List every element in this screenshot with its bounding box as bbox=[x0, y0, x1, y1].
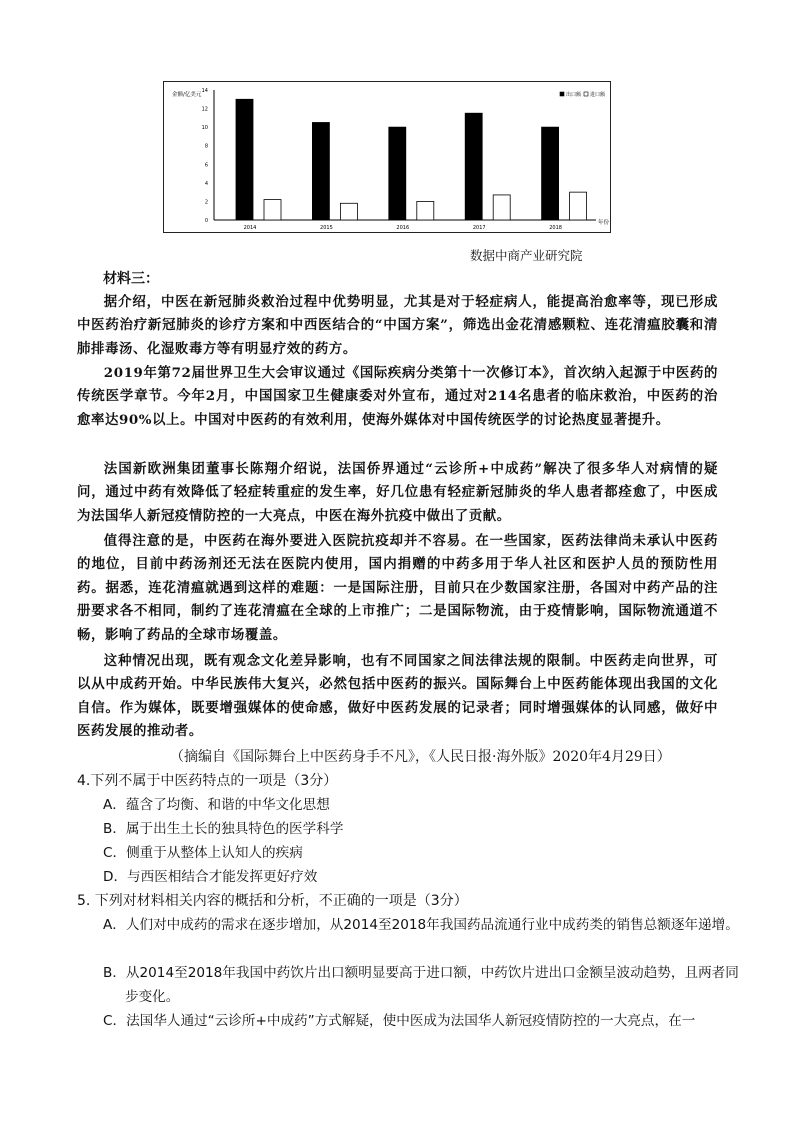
question-4-stem: 4.下列不属于中医药特点的一项是（3分） bbox=[77, 773, 338, 789]
y-tick-label: 6 bbox=[204, 162, 208, 169]
y-tick-label: 2 bbox=[204, 199, 208, 206]
x-tick-label: 2015 bbox=[320, 225, 333, 231]
y-tick-label: 0 bbox=[204, 218, 208, 224]
question-4-option-c: C．侧重于从整体上认知人的疾病 bbox=[103, 845, 303, 861]
legend-import-label: 进口额 bbox=[590, 92, 606, 98]
citation: （摘编自《国际舞台上中医药身手不凡》，《人民日报·海外版》2020年4月29日） bbox=[170, 749, 671, 765]
material-paragraph-1: 据介绍，中医在新冠肺炎救治过程中优势明显，尤其是对于轻症病人，能提高治愈率等，现已形成中医药治疗新冠肺炎的诊疗方案和中西医结合的“中国方案”，筛选出金花清感颗粒、连花清瘟胶囊和清肺排毒汤、化湿败毒方等有明显疗效的药方。 bbox=[77, 294, 718, 357]
question-5-stem: 5. 下列对材料相关内容的概括和分析，不正确的一项是（3分） bbox=[77, 893, 468, 909]
legend-export-swatch bbox=[560, 92, 564, 96]
question-5-option-a: A．人们对中成药的需求在逐步增加，从2014至2018年我国药品流通行业中成药类的销售总额逐年递增。 bbox=[103, 917, 739, 933]
question-4-option-a: A．蕴含了均衡、和谐的中华文化思想 bbox=[103, 797, 330, 813]
export-bar bbox=[389, 127, 406, 220]
question-4-option-d: D．与西医相结合才能发挥更好疗效 bbox=[103, 869, 318, 885]
bar-chart-svg bbox=[164, 82, 610, 232]
y-tick-label: 8 bbox=[204, 143, 208, 150]
export-bar bbox=[312, 123, 329, 221]
y-tick-label: 12 bbox=[201, 106, 208, 113]
import-bar bbox=[264, 200, 281, 220]
material-paragraph-2: 2019年第72届世界卫生大会审议通过《国际疾病分类第十一次修订本》，首次纳入起源于中医药的传统医学章节。今年2月，中国国家卫生健康委对外宣布，通过对214名患者的临床救治，中医药的治愈率达90%以上。中国对中医药的有效利用，使海外媒体对中国传统医学的讨论热度显著提升。 bbox=[77, 365, 718, 428]
export-import-chart bbox=[163, 81, 611, 233]
question-5-option-b: B．从2014至2018年我国中药饮片出口额明显要高于进口额，中药饮片进出口金额呈波动趋势，且两者同步变化。 bbox=[103, 965, 739, 1005]
y-tick-label: 4 bbox=[204, 180, 208, 187]
legend-export-label: 出口额 bbox=[566, 92, 582, 98]
x-tick-label: 2014 bbox=[243, 225, 257, 231]
y-tick-label: 10 bbox=[201, 125, 208, 132]
export-bar bbox=[236, 99, 253, 220]
material-title: 材料三： bbox=[103, 271, 159, 287]
y-tick-label: 14 bbox=[201, 88, 208, 94]
x-tick-label: 2018 bbox=[549, 225, 562, 231]
import-bar bbox=[417, 201, 434, 220]
x-axis-label: 年份 bbox=[598, 220, 610, 226]
material-paragraph-4: 值得注意的是，中医药在海外要进入医院抗疫却并不容易。在一些国家，医药法律尚未承认中医药的地位，目前中药汤剂还无法在医院内使用，国内捐赠的中药多用于华人社区和医护人员的预防性用药。据悉，连花清瘟就遇到这样的难题：一是国际注册，目前只在少数国家注册，各国对中药产品的注册要求各不相同，制约了连花清瘟在全球的上市推广；二是国际物流，由于疫情影响，国际物流通道不畅，影响了药品的全球市场覆盖。 bbox=[77, 533, 718, 643]
material-paragraph-3: 法国新欧洲集团董事长陈翔介绍说，法国侨界通过“云诊所+中成药”解决了很多华人对病情的疑问，通过中药有效降低了轻症转重症的发生率，好几位患有轻症新冠肺炎的华人患者都痊愈了，中医成为法国华人新冠疫情防控的一大亮点，中医在海外抗疫中做出了贡献。 bbox=[77, 461, 718, 524]
chart-source: 数据中商产业研究院 bbox=[470, 248, 583, 263]
legend-import-swatch bbox=[584, 92, 588, 96]
import-bar bbox=[340, 203, 357, 220]
import-bar bbox=[570, 192, 587, 220]
question-5-option-c: C．法国华人通过“云诊所+中成药”方式解疑，使中医成为法国华人新冠疫情防控的一大亮点，在一 bbox=[103, 1013, 696, 1029]
x-tick-label: 2017 bbox=[472, 225, 486, 231]
import-bar bbox=[493, 195, 510, 220]
y-axis-label: 金额/亿美元 bbox=[172, 92, 202, 98]
question-4-option-b: B．属于出生土长的独具特色的医学科学 bbox=[103, 821, 344, 837]
export-bar bbox=[465, 113, 482, 220]
export-bar bbox=[542, 127, 559, 220]
x-tick-label: 2016 bbox=[396, 225, 410, 231]
material-paragraph-5: 这种情况出现，既有观念文化差异影响，也有不同国家之间法律法规的限制。中医药走向世界，可以从中成药开始。中华民族伟大复兴，必然包括中医药的振兴。国际舞台上中医药能体现出我国的文化自信。作为媒体，既要增强媒体的使命感，做好中医药发展的记录者；同时增强媒体的认同感，做好中医药发展的推动者。 bbox=[77, 653, 718, 740]
